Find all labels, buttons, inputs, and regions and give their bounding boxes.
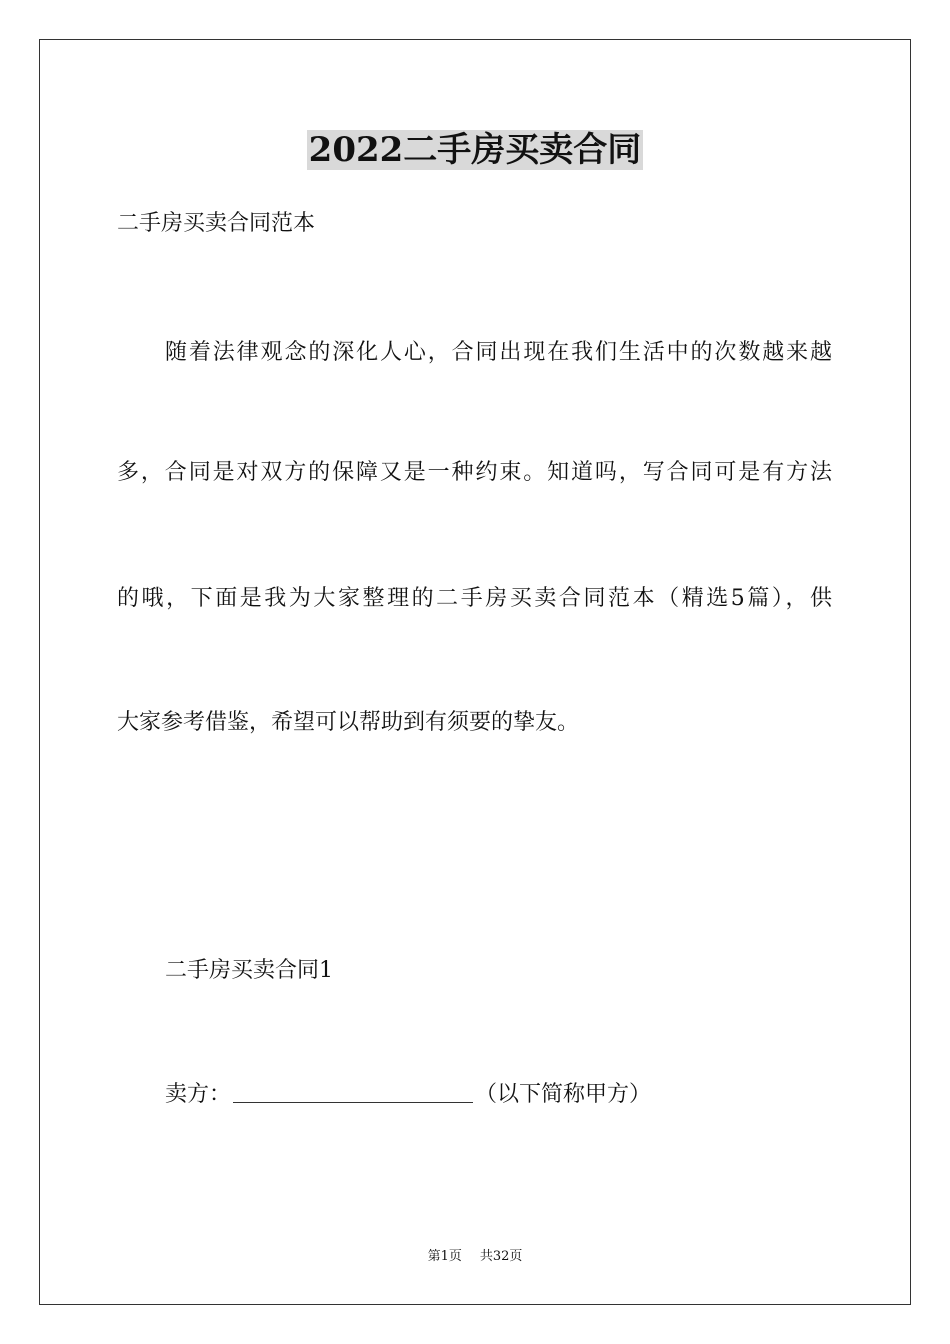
seller-blank-field xyxy=(233,1080,473,1103)
seller-suffix: （以下简称甲方） xyxy=(475,1082,652,1107)
paragraph-line-3: 的哦，下面是我为大家整理的二手房买卖合同范本（精选5篇），供 xyxy=(117,586,832,611)
seller-label: 卖方： xyxy=(165,1082,232,1107)
page-total: 共32页 xyxy=(479,1249,523,1264)
document-subtitle: 二手房买卖合同范本 xyxy=(117,211,316,236)
page-number: 第1页 xyxy=(427,1249,462,1264)
section-title: 二手房买卖合同1 xyxy=(165,958,333,983)
document-title-text: 2022二手房买卖合同 xyxy=(308,130,642,170)
paragraph-line-4: 大家参考借鉴，希望可以帮助到有须要的挚友。 xyxy=(117,710,580,735)
page-footer xyxy=(0,1248,950,1266)
seller-line xyxy=(165,1080,651,1110)
document-title xyxy=(0,128,950,172)
paragraph-line-1: 随着法律观念的深化人心，合同出现在我们生活中的次数越来越 xyxy=(165,340,832,365)
paragraph-line-2: 多，合同是对双方的保障又是一种约束。知道吗，写合同可是有方法 xyxy=(117,460,832,485)
